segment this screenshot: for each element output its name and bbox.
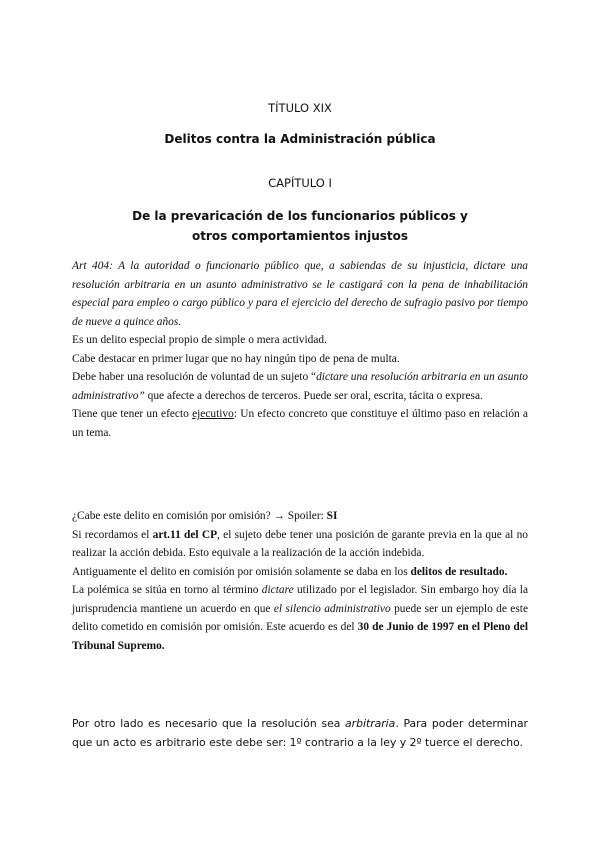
p8-date: 30 de Junio de 1997 en el Pleno del Tribunal Supremo. <box>72 621 528 652</box>
p3-quote: dictare una resolución arbitraria en un asunto administrativo” <box>72 371 528 402</box>
p7-bold: delitos de resultado. <box>410 565 508 578</box>
paragraph-9 <box>72 714 528 752</box>
body-block-3 <box>72 714 528 752</box>
p8-text: La polémica se sitúa en torno al término <box>72 584 262 596</box>
paragraph-3 <box>72 368 528 405</box>
p6-text: Si recordamos el <box>72 528 153 541</box>
titulo-name: Delitos contra la Administración pública <box>164 132 436 146</box>
paragraph-5 <box>72 507 528 526</box>
p6-article-ref: art.11 del CP <box>152 528 218 541</box>
p9-text-end: . Para poder determinar que un acto es arbitrario este debe ser: 1º contrario a la ley y 2º tuerce el derecho. <box>72 717 529 749</box>
paragraph-8 <box>72 581 528 655</box>
titulo-heading: TÍTULO XIX <box>268 101 332 115</box>
paragraph-7 <box>72 563 528 582</box>
p4-text-end: : Un efecto concreto que constituye el último paso en relación a un tema. <box>72 408 528 439</box>
p5-answer: SI <box>326 510 338 522</box>
p9-arbitraria: arbitraria <box>345 717 396 730</box>
p3-text-end: que afecte a derechos de terceros. Puede ser oral, escrita, tácita o expresa. <box>144 389 483 402</box>
capitulo-name-line2: otros comportamientos injustos <box>191 229 409 243</box>
paragraph-4 <box>72 405 528 442</box>
p4-underlined: ejecutivo <box>192 408 234 420</box>
body-block-1 <box>72 257 528 442</box>
p5-question: ¿Cabe este delito en comisión por omisión? → Spoiler: <box>72 510 327 522</box>
paragraph-1: Es un delito especial propio de simple o mera actividad. <box>72 334 327 346</box>
capitulo-name <box>0 206 600 246</box>
paragraph-6 <box>72 526 528 563</box>
p4-text: Tiene que tener un efecto <box>72 408 193 420</box>
capitulo-heading: CAPÍTULO I <box>268 176 332 190</box>
p6-text-end: , el sujeto debe tener una posición de garante previa en la que al no realizar la acción debida. Esto equivale a la realización de la acción indebida. <box>72 528 528 559</box>
capitulo-name-line1: De la prevaricación de los funcionarios públicos y <box>132 209 468 223</box>
body-block-2 <box>72 507 528 655</box>
p8-text-mid: utilizado por el legislador. Sin embargo hoy día la jurisprudencia mantiene un acuerdo en que <box>72 584 528 615</box>
p8-silencio: el silencio administrativo <box>273 602 391 615</box>
p8-text-mid2: puede ser un ejemplo de este delito cometido en comisión por omisión. Este acuerdo es del <box>72 602 528 633</box>
p7-text: Antiguamente el delito en comisión por omisión solamente se daba en los <box>72 565 411 578</box>
article-404: Art 404: A la autoridad o funcionario público que, a sabiendas de su injusticia, dictare una resolución arbitraria en un asunto administrativo se le castigará con la pena de inhabilitación especial para empleo o cargo público y para el ejercicio del derecho de sufragio pasivo por tiempo de nueve a quince años. <box>72 260 528 328</box>
p3-text: Debe haber una resolución de voluntad de un sujeto “ <box>72 371 317 383</box>
p9-text: Por otro lado es necesario que la resolución sea <box>72 717 346 730</box>
paragraph-2: Cabe destacar en primer lugar que no hay ningún tipo de pena de multa. <box>72 352 400 365</box>
p8-term: dictare <box>261 584 294 596</box>
